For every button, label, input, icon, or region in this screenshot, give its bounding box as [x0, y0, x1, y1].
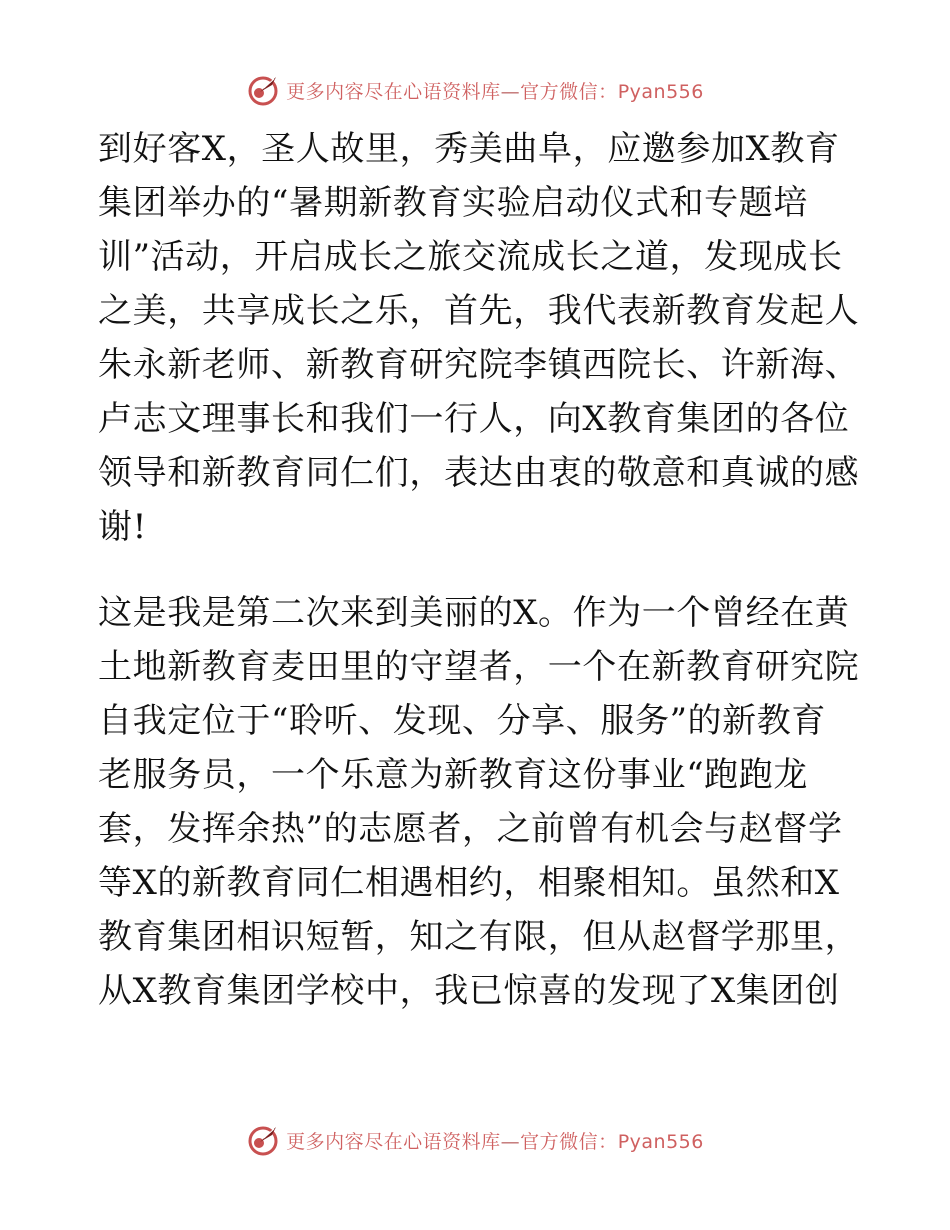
- footer-watermark: [0, 1120, 950, 1160]
- paragraph-1: [98, 122, 858, 554]
- text-line: 等X的新教育同仁相遇相约，相聚相知。虽然和X: [98, 863, 840, 903]
- text-line: 之美，共享成长之乐，首先，我代表新教育发起人: [98, 291, 860, 331]
- quill-circle-icon: [246, 73, 280, 107]
- header-watermark: [0, 70, 950, 110]
- watermark-dash: —: [500, 80, 521, 103]
- paragraph-2: [98, 586, 858, 1018]
- text-line: 教育集团相识短暂，知之有限，但从赵督学那里，: [98, 917, 860, 957]
- watermark-wechat-label: 官方微信：: [520, 1130, 618, 1153]
- text-line: 卢志文理事长和我们一行人，向X教育集团的各位: [98, 399, 850, 439]
- text-line: 自我定位于“聆听、发现、分享、服务”的新教育: [98, 701, 826, 741]
- paragraph-gap: [98, 554, 858, 586]
- quill-circle-icon: [246, 1123, 280, 1157]
- text-line: 从X教育集团学校中，我已惊喜的发现了X集团创: [98, 971, 840, 1011]
- watermark-text: [286, 1127, 704, 1154]
- text-line: 训”活动，开启成长之旅交流成长之道，发现成长: [98, 237, 843, 277]
- text-line: 谢!: [98, 507, 147, 547]
- watermark-main-text: 更多内容尽在心语资料库: [286, 1130, 501, 1153]
- watermark-wechat-id: Pyan556: [617, 1130, 704, 1153]
- watermark-wechat-id: Pyan556: [617, 80, 704, 103]
- text-line: 套，发挥余热”的志愿者，之前曾有机会与赵督学: [98, 809, 843, 849]
- text-line: 领导和新教育同仁们，表达由衷的敬意和真诚的感: [98, 453, 860, 493]
- watermark-main-text: 更多内容尽在心语资料库: [286, 80, 501, 103]
- watermark-dash: —: [500, 1130, 521, 1153]
- watermark-text: [286, 77, 704, 104]
- watermark-wechat-label: 官方微信：: [520, 80, 618, 103]
- text-line: 这是我是第二次来到美丽的X。作为一个曾经在黄: [98, 593, 850, 633]
- text-line: 集团举办的“暑期新教育实验启动仪式和专题培: [98, 183, 808, 223]
- document-body: [98, 122, 858, 1018]
- text-line: 朱永新老师、新教育研究院李镇西院长、许新海、: [98, 345, 860, 385]
- text-line: 土地新教育麦田里的守望者，一个在新教育研究院: [98, 647, 860, 687]
- text-line: 老服务员，一个乐意为新教育这份事业“跑跑龙: [98, 755, 808, 795]
- text-line: 到好客X，圣人故里，秀美曲阜，应邀参加X教育: [98, 129, 840, 169]
